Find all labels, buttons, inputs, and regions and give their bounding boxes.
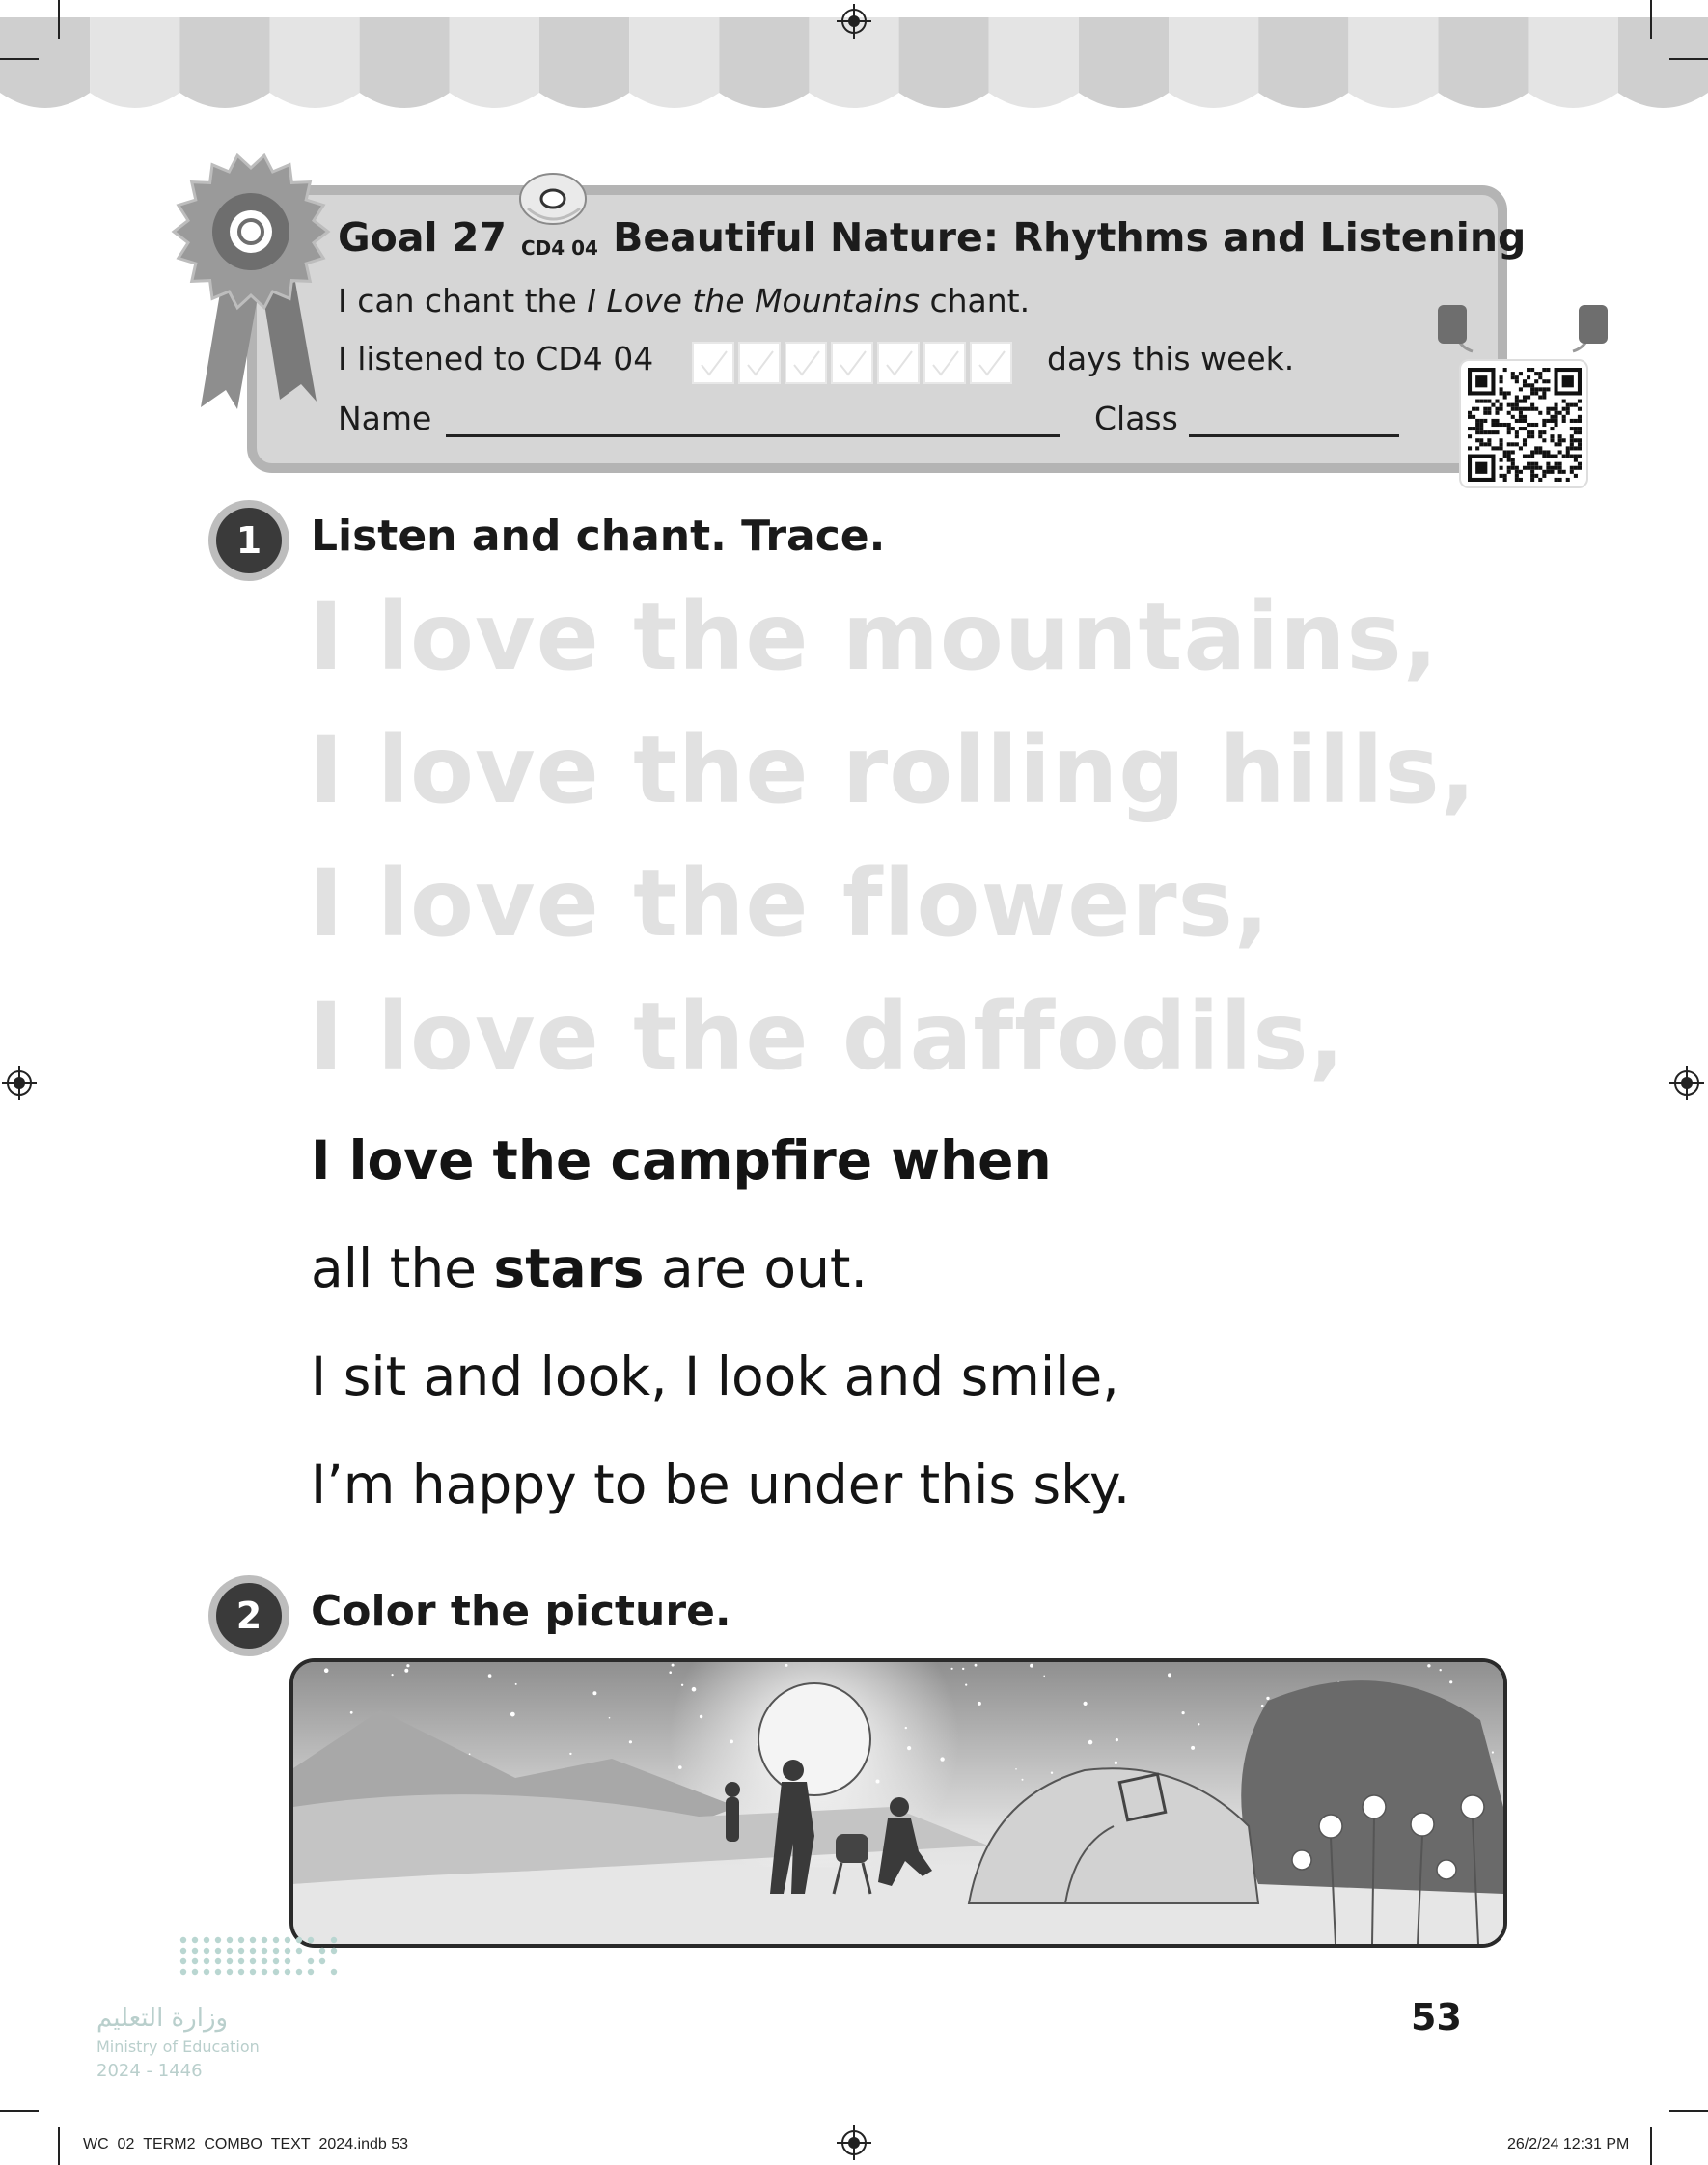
cd-code: CD4 04: [520, 236, 598, 260]
section-2-number: 2: [235, 1595, 262, 1637]
check-icon: [744, 347, 777, 380]
day-checkbox[interactable]: [923, 342, 966, 384]
star: [1427, 1664, 1430, 1667]
star: [1116, 1738, 1118, 1741]
awning-scallop: [629, 17, 719, 108]
section-2-badge: [207, 1573, 291, 1658]
section-1-badge: [207, 498, 291, 583]
check-icon: [976, 347, 1008, 380]
boulder: [1241, 1680, 1503, 1894]
star: [978, 1702, 981, 1706]
star: [609, 1717, 611, 1719]
day-checkbox[interactable]: [738, 342, 781, 384]
listened-row: [338, 340, 653, 377]
registration-mark-bottom: [837, 2125, 871, 2160]
poem-line-2: [311, 1237, 868, 1299]
star: [1261, 1705, 1264, 1707]
awning-scallop: [360, 17, 450, 108]
star: [1191, 1746, 1195, 1750]
name-label: Name: [338, 400, 432, 437]
poem-line-1-bold: campfire when: [610, 1129, 1052, 1191]
day-checkbox[interactable]: [831, 342, 873, 384]
star: [392, 1674, 394, 1676]
crop-mark: [1669, 58, 1708, 60]
crop-mark: [0, 58, 39, 60]
star: [1115, 1762, 1117, 1764]
poem-line-2-bold: stars: [493, 1237, 645, 1299]
day-checkbox-row: [692, 342, 1016, 384]
goal-title: Beautiful Nature: Rhythms and Listening: [613, 214, 1527, 261]
poem-line-2-end: are out.: [644, 1237, 868, 1299]
trace-line-2: I love the rolling hills,: [309, 716, 1477, 824]
star: [592, 1691, 596, 1695]
goal-label: Goal 27: [338, 214, 507, 261]
headphones-icon: [1434, 297, 1613, 355]
awning-scallop: [1439, 17, 1529, 108]
page-number: 53: [1411, 1996, 1462, 2039]
star: [1088, 1740, 1093, 1745]
poem-line-1: [311, 1129, 1052, 1191]
can-do-prefix: I can chant the: [338, 282, 588, 319]
can-do-statement: [338, 282, 1030, 319]
awning-scallop: [1169, 17, 1258, 108]
star: [404, 1669, 408, 1673]
check-icon: [790, 347, 823, 380]
awning-scallop: [269, 17, 359, 108]
star: [1266, 1697, 1269, 1700]
crop-mark: [1669, 2110, 1708, 2112]
name-row: [338, 400, 431, 437]
day-checkbox[interactable]: [970, 342, 1012, 384]
can-do-suffix: chant.: [919, 282, 1031, 319]
star: [962, 1668, 964, 1670]
crop-mark: [1650, 2127, 1652, 2165]
awning-scallop: [1618, 17, 1708, 108]
star: [1182, 1711, 1185, 1714]
crop-mark: [0, 2110, 39, 2112]
print-slug-file: WC_02_TERM2_COMBO_TEXT_2024.indb 53: [83, 2136, 409, 2152]
poem-line-2-start: all the: [311, 1237, 494, 1299]
coloring-picture[interactable]: [289, 1658, 1507, 1948]
trace-line-1: I love the mountains,: [309, 583, 1440, 691]
crop-mark: [1650, 0, 1652, 39]
registration-mark-top: [837, 4, 871, 39]
star: [1043, 1676, 1045, 1678]
awning-scallop: [1258, 17, 1348, 108]
grill: [836, 1834, 868, 1863]
star: [975, 1664, 978, 1667]
star: [510, 1712, 515, 1717]
trace-line-4: I love the daffodils,: [309, 983, 1345, 1091]
awning-scallop: [539, 17, 629, 108]
star: [965, 1684, 967, 1686]
star: [488, 1674, 492, 1678]
trace-line-3: I love the flowers,: [309, 849, 1271, 958]
day-checkbox[interactable]: [785, 342, 827, 384]
check-icon: [698, 347, 730, 380]
check-icon: [883, 347, 916, 380]
section-1-number: 1: [235, 519, 262, 562]
chant-title: I Love the Mountains: [587, 282, 920, 319]
moon: [758, 1683, 870, 1795]
star: [515, 1683, 517, 1685]
star: [469, 1753, 471, 1755]
star: [324, 1668, 329, 1673]
star: [1168, 1673, 1171, 1677]
star: [1198, 1723, 1199, 1725]
ministry-name-english: Ministry of Education: [96, 2038, 260, 2056]
registration-mark-right: [1669, 1066, 1704, 1100]
class-field[interactable]: [1189, 434, 1399, 437]
crop-mark: [58, 2127, 60, 2165]
listened-prefix: I listened to CD4 04: [338, 340, 654, 377]
star: [1022, 1779, 1024, 1781]
check-icon: [929, 347, 962, 380]
star: [672, 1664, 675, 1667]
star: [1440, 1669, 1442, 1671]
class-label: Class: [1094, 400, 1178, 437]
campsite-scene: [293, 1662, 1503, 1944]
listened-suffix: days this week.: [1047, 340, 1295, 377]
star: [1030, 1664, 1033, 1668]
awning-scallop: [90, 17, 179, 108]
star: [406, 1664, 409, 1667]
poem-line-3: I sit and look, I look and smile,: [311, 1346, 1119, 1407]
poem-line-4: I’m happy to be under this sky.: [311, 1454, 1131, 1515]
awning-scallop: [179, 17, 269, 108]
day-checkbox[interactable]: [692, 342, 734, 384]
star: [1492, 1751, 1494, 1753]
qr-code-frame[interactable]: [1459, 359, 1588, 488]
print-slug-date: 26/2/24 12:31 PM: [1507, 2136, 1630, 2152]
name-field[interactable]: [446, 434, 1060, 437]
check-icon: [837, 347, 869, 380]
star: [1449, 1680, 1452, 1683]
star: [1015, 1768, 1017, 1770]
poem-line-1-start: I love the: [311, 1129, 611, 1191]
awning-scallop: [0, 17, 90, 108]
awning-scallop: [450, 17, 539, 108]
ministry-logo-icon: [178, 1934, 344, 1983]
star: [569, 1753, 571, 1755]
awning-scallop: [1348, 17, 1438, 108]
registration-mark-left: [2, 1066, 37, 1100]
goal-title-row: [338, 214, 1526, 272]
awning-scallop: [719, 17, 809, 108]
star: [951, 1668, 953, 1670]
qr-code-icon: [1468, 368, 1582, 482]
awning-scallop: [899, 17, 989, 108]
star: [629, 1740, 632, 1743]
star: [669, 1671, 672, 1674]
day-checkbox[interactable]: [877, 342, 920, 384]
section-2-instruction: Color the picture.: [311, 1587, 731, 1636]
awning-scallop: [1529, 17, 1618, 108]
star: [1051, 1772, 1053, 1774]
rosette-badge-icon: [166, 147, 340, 417]
crop-mark: [58, 0, 60, 39]
ministry-name-arabic: وزارة التعليم: [96, 2004, 229, 2033]
star: [1084, 1702, 1088, 1706]
section-1-instruction: Listen and chant. Trace.: [311, 512, 886, 561]
star: [350, 1711, 353, 1714]
awning-scallop: [989, 17, 1079, 108]
ministry-year: 2024 - 1446: [96, 2061, 203, 2081]
awning-scallop: [1079, 17, 1169, 108]
